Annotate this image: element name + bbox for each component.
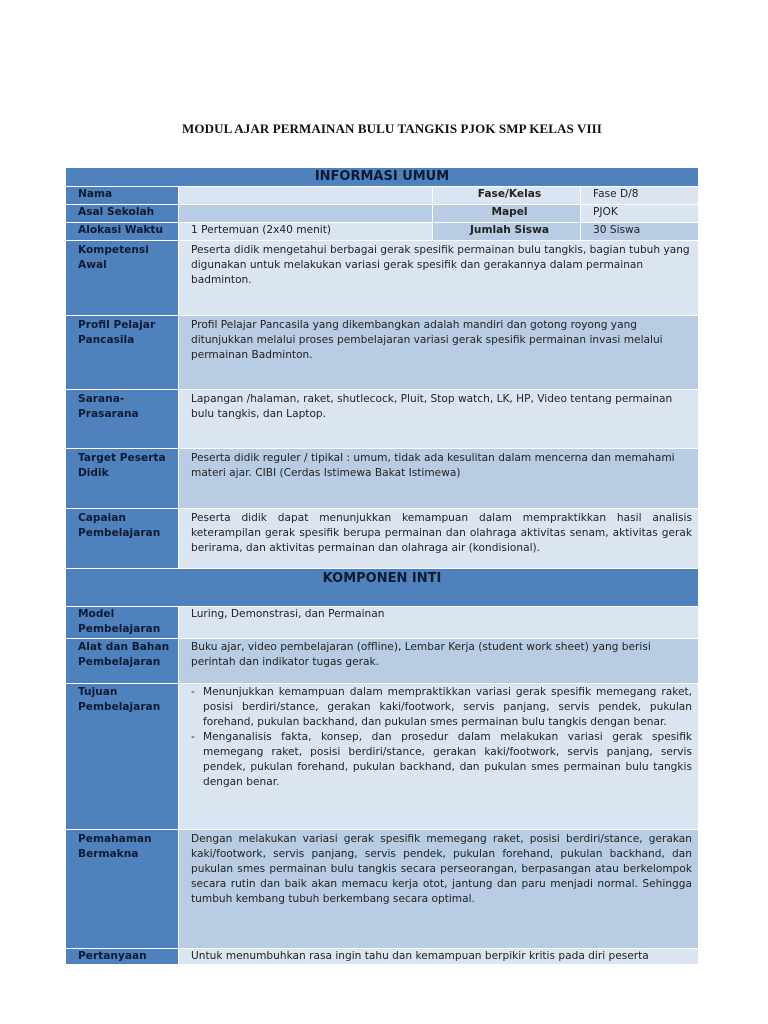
section-header-komponen-inti xyxy=(66,569,699,607)
value-pertanyaan: Untuk menumbuhkan rasa ingin tahu dan kemampuan berpikir kritis pada diri peserta xyxy=(179,949,699,965)
label-capaian-pembelajaran: Capaian Pembelajaran xyxy=(66,509,179,569)
value-fase-kelas: Fase D/8 xyxy=(581,187,699,205)
section-heading: INFORMASI UMUM xyxy=(66,168,699,187)
label-mapel: Mapel xyxy=(433,205,581,223)
row-asal-sekolah xyxy=(66,205,699,223)
value-tujuan-pembelajaran xyxy=(179,684,699,830)
label-sarana-prasarana: Sarana-Prasarana xyxy=(66,390,179,449)
label-jumlah-siswa: Jumlah Siswa xyxy=(433,223,581,241)
label-tujuan-pembelajaran: Tujuan Pembelajaran xyxy=(66,684,179,830)
module-table xyxy=(65,167,698,965)
row-sarana-prasarana xyxy=(66,390,699,449)
label-nama: Nama xyxy=(66,187,179,205)
section-heading: KOMPONEN INTI xyxy=(66,569,699,607)
value-profil-pancasila: Profil Pelajar Pancasila yang dikembangkan adalah mandiri dan gotong royong yang ditunjukkan melalui proses pembelajaran variasi gerak spesifik permainan invasi melalui permainan Badminton. xyxy=(179,316,699,390)
value-nama xyxy=(179,187,433,205)
label-kompetensi-awal: Kompetensi Awal xyxy=(66,241,179,316)
row-alat-bahan xyxy=(66,639,699,684)
label-pemahaman-bermakna: Pemahaman Bermakna xyxy=(66,830,179,949)
value-jumlah-siswa: 30 Siswa xyxy=(581,223,699,241)
row-nama xyxy=(66,187,699,205)
value-mapel: PJOK xyxy=(581,205,699,223)
value-sarana-prasarana: Lapangan /halaman, raket, shutlecock, Pluit, Stop watch, LK, HP, Video tentang permainan bulu tangkis, dan Laptop. xyxy=(179,390,699,449)
label-alokasi-waktu: Alokasi Waktu xyxy=(66,223,179,241)
label-model-pembelajaran: Model Pembelajaran xyxy=(66,607,179,639)
row-alokasi-waktu xyxy=(66,223,699,241)
label-profil-pancasila: Profil Pelajar Pancasila xyxy=(66,316,179,390)
value-pemahaman-bermakna: Dengan melakukan variasi gerak spesifik memegang raket, posisi berdiri/stance, gerakan kaki/footwork, servis panjang, servis pendek, pukulan forehand, pukulan backhand, dan pukulan smes permainan bulu tangkis secara perseorangan, berpasangan atau berkelompok secara rutin dan baik akan memacu kerja otot, jantung dan paru menjadi normal. Sehingga tumbuh kembang tubuh berkembang secara optimal. xyxy=(179,830,699,949)
value-target-peserta: Peserta didik reguler / tipikal : umum, tidak ada kesulitan dalam mencerna dan memahami materi ajar. CIBI (Cerdas Istimewa Bakat Istimewa) xyxy=(179,449,699,509)
row-model-pembelajaran xyxy=(66,607,699,639)
label-pertanyaan: Pertanyaan xyxy=(66,949,179,965)
value-model-pembelajaran: Luring, Demonstrasi, dan Permainan xyxy=(179,607,699,639)
goal-list xyxy=(191,685,692,790)
value-capaian-pembelajaran: Peserta didik dapat menunjukkan kemampuan dalam mempraktikkan hasil analisis keterampilan gerak spesifik berupa permainan dan olahraga aktivitas senam, aktivitas gerak berirama, dan aktivitas permainan dan olahraga air (kondisional). xyxy=(179,509,699,569)
row-capaian-pembelajaran xyxy=(66,509,699,569)
value-alat-bahan: Buku ajar, video pembelajaran (offline), Lembar Kerja (student work sheet) yang berisi perintah dan indikator tugas gerak. xyxy=(179,639,699,684)
value-asal-sekolah xyxy=(179,205,433,223)
section-header-informasi-umum xyxy=(66,168,699,187)
value-alokasi-waktu: 1 Pertemuan (2x40 menit) xyxy=(179,223,433,241)
row-target-peserta xyxy=(66,449,699,509)
label-alat-bahan: Alat dan Bahan Pembelajaran xyxy=(66,639,179,684)
label-target-peserta: Target Peserta Didik xyxy=(66,449,179,509)
label-fase-kelas: Fase/Kelas xyxy=(433,187,581,205)
label-asal-sekolah: Asal Sekolah xyxy=(66,205,179,223)
row-profil-pancasila xyxy=(66,316,699,390)
document-title: MODUL AJAR PERMAINAN BULU TANGKIS PJOK SMP KELAS VIII xyxy=(182,121,602,136)
list-item: - Menunjukkan kemampuan dalam mempraktikkan variasi gerak spesifik memegang raket, posisi berdiri/stance, gerakan kaki/footwork, servis panjang, servis pendek, pukulan forehand, pukulan backhand, dan pukulan smes permainan bulu tangkis dengan benar. xyxy=(191,685,692,730)
value-kompetensi-awal: Peserta didik mengetahui berbagai gerak spesifik permainan bulu tangkis, bagian tubuh yang digunakan untuk melakukan variasi gerak spesifik dan gerakannya dalam permainan badminton. xyxy=(179,241,699,316)
row-pertanyaan xyxy=(66,949,699,965)
list-item: - Menganalisis fakta, konsep, dan prosedur dalam melakukan variasi gerak spesifik memegang raket, posisi berdiri/stance, gerakan kaki/footwork, servis panjang, servis pendek, pukulan forehand, pukulan backhand, dan pukulan smes permainan bulu tangkis dengan benar. xyxy=(191,730,692,790)
row-pemahaman-bermakna xyxy=(66,830,699,949)
row-tujuan-pembelajaran xyxy=(66,684,699,830)
row-kompetensi-awal xyxy=(66,241,699,316)
